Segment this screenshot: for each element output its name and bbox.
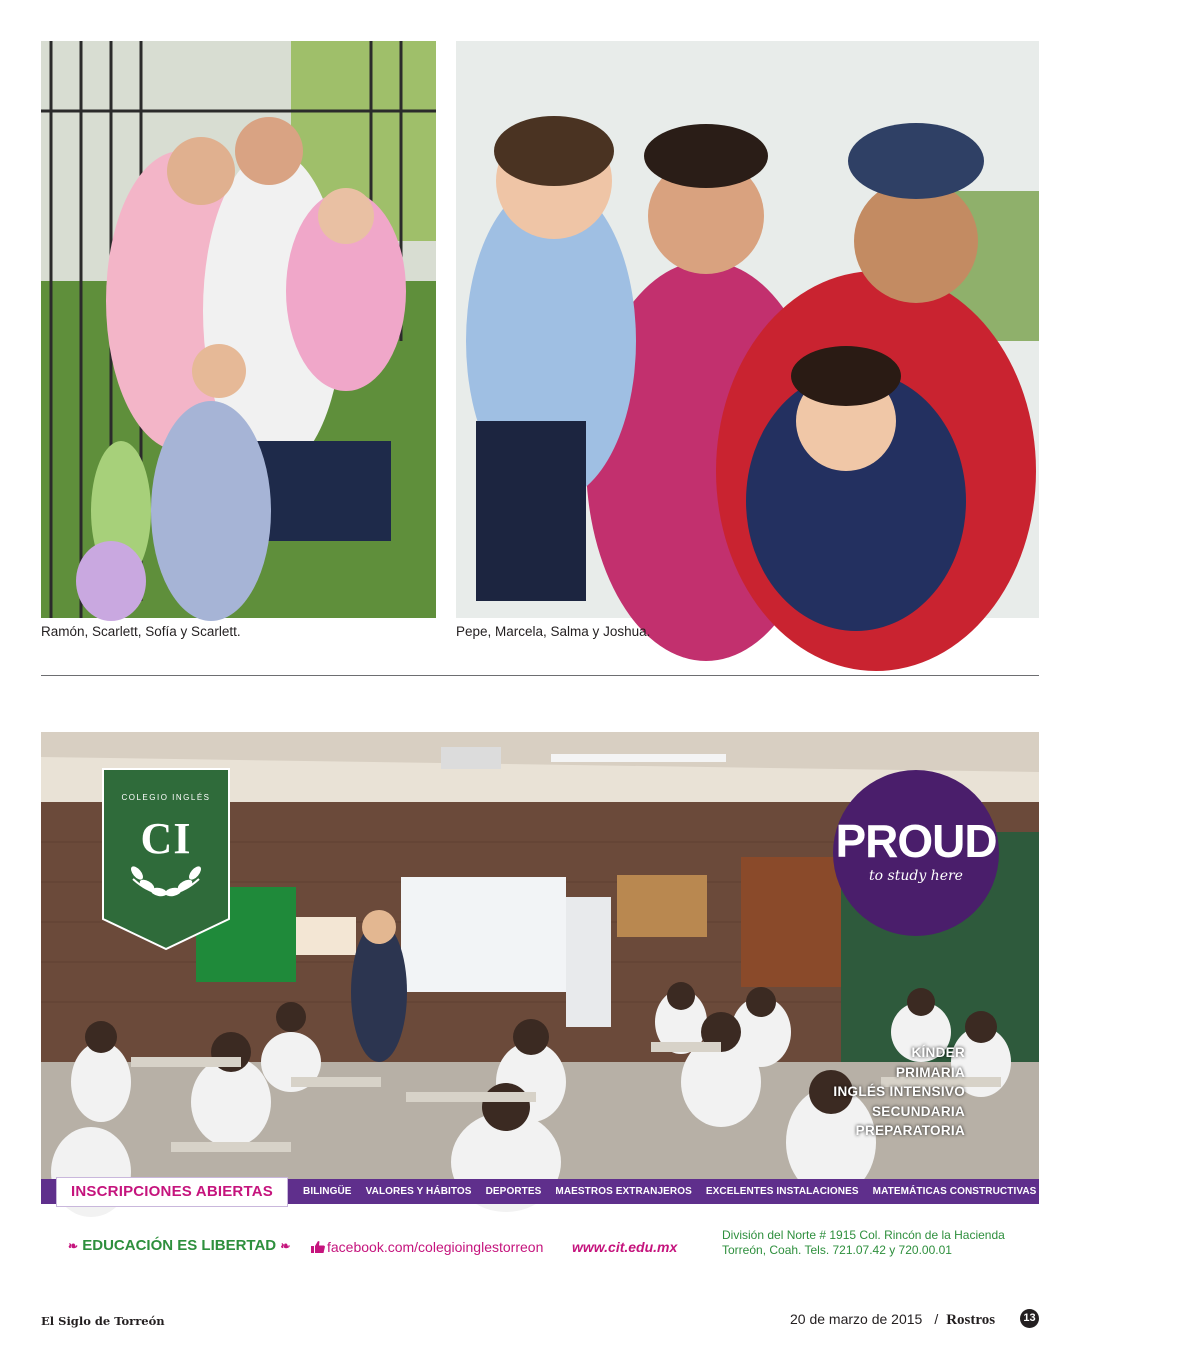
level-item: KÍNDER	[911, 1045, 965, 1060]
leaf-icon: ❧	[280, 1239, 291, 1253]
value-item: CALIDEZ EN EL SERVICIO	[1050, 1186, 1179, 1197]
enrollment-text: INSCRIPCIONES ABIERTAS	[71, 1183, 273, 1200]
photo-caption-right: Pepe, Marcela, Salma y Joshua.	[456, 624, 651, 639]
address-line: Torreón, Coah. Tels. 721.07.42 y 720.00.01	[722, 1243, 952, 1257]
page-number: 13	[1020, 1309, 1039, 1328]
school-address	[722, 1228, 1005, 1258]
family-photo-left	[41, 41, 436, 618]
proud-subtitle: to study here	[869, 868, 963, 884]
education-levels	[833, 1043, 965, 1141]
slogan-text: EDUCACIÓN ES LIBERTAD	[82, 1237, 277, 1254]
issue-date: 20 de marzo de 2015	[790, 1311, 923, 1327]
enrollment-box	[56, 1177, 288, 1207]
slogan	[68, 1237, 290, 1254]
value-item: EXCELENTES INSTALACIONES	[705, 1186, 859, 1197]
school-advertisement	[41, 732, 1179, 1204]
leaf-icon: ❧	[68, 1239, 79, 1253]
level-item: PRIMARIA	[895, 1064, 965, 1080]
address-line: División del Norte # 1915 Col. Rincón de la Hacienda	[722, 1228, 1005, 1242]
photo-caption-left: Ramón, Scarlett, Sofía y Scarlett.	[41, 624, 241, 639]
value-item: VALORES Y HÁBITOS	[365, 1186, 472, 1197]
thumbs-up-icon	[311, 1241, 325, 1253]
section-name: Rostros	[946, 1312, 996, 1328]
section-divider	[41, 675, 1039, 676]
folio-separator: /	[934, 1311, 939, 1327]
values-list	[303, 1179, 1192, 1204]
value-item: BILINGÜE	[303, 1186, 352, 1197]
school-name: COLEGIO INGLÉS	[121, 793, 211, 802]
proud-badge	[833, 770, 999, 936]
level-item: PREPARATORIA	[855, 1123, 965, 1138]
value-item: MAESTROS EXTRANJEROS	[555, 1186, 692, 1197]
value-item: DEPORTES	[485, 1186, 542, 1197]
school-logo-banner	[103, 769, 229, 949]
page-folio	[790, 1311, 995, 1329]
values-strip	[41, 1179, 1179, 1204]
level-item: INGLÉS INTENSIVO	[833, 1084, 965, 1099]
facebook-text: facebook.com/colegioinglestorreon	[327, 1239, 544, 1255]
family-photo-right	[456, 41, 1039, 618]
school-logo-letters: CI	[140, 814, 192, 863]
level-item: SECUNDARIA	[871, 1103, 965, 1119]
ad-contact-row	[0, 1226, 1080, 1266]
value-item: MATEMÁTICAS CONSTRUCTIVAS	[872, 1186, 1037, 1197]
facebook-link[interactable]	[311, 1239, 543, 1255]
website-link[interactable]: www.cit.edu.mx	[572, 1239, 678, 1255]
publication-name: El Siglo de Torreón	[41, 1314, 165, 1328]
proud-title: PROUD	[835, 815, 997, 867]
